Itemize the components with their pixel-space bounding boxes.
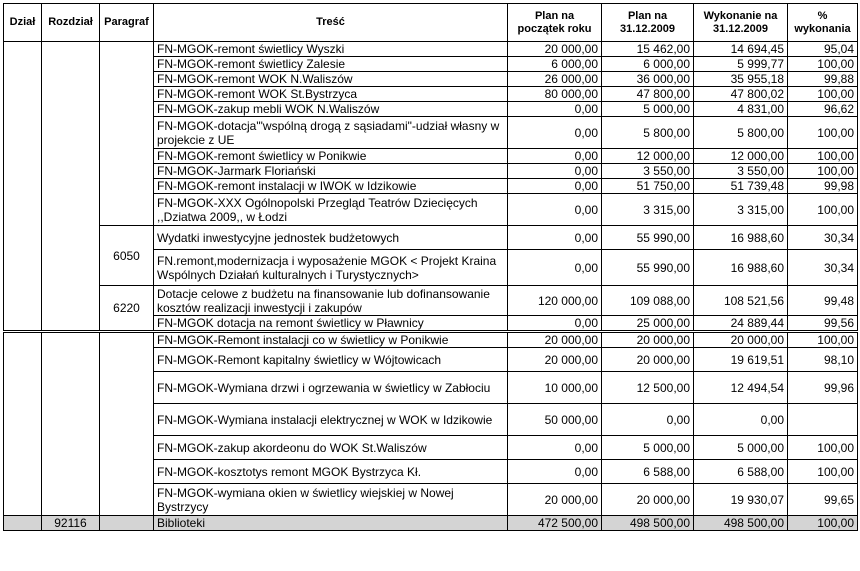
dzial-cell xyxy=(4,42,42,332)
plan-koniec-cell: 55 990,00 xyxy=(602,250,694,286)
plan-koniec-cell: 20 000,00 xyxy=(602,348,694,372)
plan-koniec-cell: 12 000,00 xyxy=(602,149,694,164)
plan-koniec-cell: 47 800,00 xyxy=(602,87,694,102)
table-row xyxy=(4,42,858,57)
tresc-cell: Biblioteki xyxy=(154,516,508,531)
budget-table xyxy=(3,3,858,531)
procent-cell: 100,00 xyxy=(788,332,858,348)
wykonanie-cell: 5 800,00 xyxy=(694,117,788,149)
rozdzial-cell: 92116 xyxy=(42,516,100,531)
plan-koniec-cell: 15 462,00 xyxy=(602,42,694,57)
plan-koniec-cell: 55 990,00 xyxy=(602,226,694,250)
procent-cell: 30,34 xyxy=(788,226,858,250)
procent-cell: 100,00 xyxy=(788,57,858,72)
procent-cell: 99,88 xyxy=(788,72,858,87)
wykonanie-cell: 24 889,44 xyxy=(694,316,788,332)
procent-cell: 100,00 xyxy=(788,117,858,149)
rozdzial-cell xyxy=(42,332,100,516)
wykonanie-cell: 5 999,77 xyxy=(694,57,788,72)
col-header-paragraf: Paragraf xyxy=(100,4,154,42)
rozdzial-cell xyxy=(42,42,100,332)
procent-cell: 100,00 xyxy=(788,149,858,164)
tresc-cell: FN-MGOK-zakup mebli WOK N.Waliszów xyxy=(154,102,508,117)
tresc-cell: Wydatki inwestycyjne jednostek budżetowych xyxy=(154,226,508,250)
tresc-cell: FN-MGOK-Wymiana instalacji elektrycznej w WOK w Idzikowie xyxy=(154,404,508,436)
wykonanie-cell: 498 500,00 xyxy=(694,516,788,531)
plan-koniec-cell: 0,00 xyxy=(602,404,694,436)
plan-poczatek-cell: 80 000,00 xyxy=(508,87,602,102)
tresc-cell: FN-MGOK-XXX Ogólnopolski Przegląd Teatrów Dziecięcych ,,Dziatwa 2009,, w Łodzi xyxy=(154,194,508,226)
plan-poczatek-cell: 10 000,00 xyxy=(508,372,602,404)
tresc-cell: FN-MGOK-dotacja"'wspólną drogą z sąsiadami"-udział własny w projekcie z UE xyxy=(154,117,508,149)
plan-koniec-cell: 36 000,00 xyxy=(602,72,694,87)
tresc-cell: FN-MGOK-Wymiana drzwi i ogrzewania w świetlicy w Zabłociu xyxy=(154,372,508,404)
tresc-cell: FN.remont,modernizacja i wyposażenie MGOK < Projekt Kraina Wspólnych Działań kulturalnych i Turystycznych> xyxy=(154,250,508,286)
table-row xyxy=(4,332,858,348)
plan-poczatek-cell: 0,00 xyxy=(508,149,602,164)
procent-cell: 98,10 xyxy=(788,348,858,372)
procent-cell: 99,98 xyxy=(788,179,858,194)
tresc-cell: FN-MGOK-Remont kapitalny świetlicy w Wójtowicach xyxy=(154,348,508,372)
plan-poczatek-cell: 0,00 xyxy=(508,316,602,332)
summary-row xyxy=(4,516,858,531)
col-header-wykonanie: Wykonanie na 31.12.2009 xyxy=(694,4,788,42)
paragraf-cell: 6050 xyxy=(100,226,154,286)
header-row xyxy=(4,4,858,42)
plan-koniec-cell: 498 500,00 xyxy=(602,516,694,531)
wykonanie-cell: 19 619,51 xyxy=(694,348,788,372)
plan-poczatek-cell: 6 000,00 xyxy=(508,57,602,72)
plan-koniec-cell: 5 000,00 xyxy=(602,436,694,460)
tresc-cell: FN-MGOK-Jarmark Floriański xyxy=(154,164,508,179)
procent-cell: 100,00 xyxy=(788,460,858,484)
plan-poczatek-cell: 472 500,00 xyxy=(508,516,602,531)
plan-poczatek-cell: 0,00 xyxy=(508,436,602,460)
tresc-cell: FN-MGOK-remont świetlicy Zalesie xyxy=(154,57,508,72)
tresc-cell: FN-MGOK-remont świetlicy w Ponikwie xyxy=(154,149,508,164)
dzial-cell xyxy=(4,332,42,516)
wykonanie-cell: 16 988,60 xyxy=(694,226,788,250)
wykonanie-cell: 5 000,00 xyxy=(694,436,788,460)
wykonanie-cell: 6 588,00 xyxy=(694,460,788,484)
plan-koniec-cell: 6 000,00 xyxy=(602,57,694,72)
col-header-plan-poczatek: Plan na początek roku xyxy=(508,4,602,42)
wykonanie-cell: 4 831,00 xyxy=(694,102,788,117)
table-row xyxy=(4,286,858,316)
wykonanie-cell: 12 494,54 xyxy=(694,372,788,404)
plan-poczatek-cell: 26 000,00 xyxy=(508,72,602,87)
plan-koniec-cell: 12 500,00 xyxy=(602,372,694,404)
paragraf-cell xyxy=(100,516,154,531)
procent-cell: 99,65 xyxy=(788,484,858,516)
procent-cell: 99,56 xyxy=(788,316,858,332)
wykonanie-cell: 3 550,00 xyxy=(694,164,788,179)
plan-poczatek-cell: 0,00 xyxy=(508,164,602,179)
plan-poczatek-cell: 120 000,00 xyxy=(508,286,602,316)
tresc-cell: FN-MGOK-remont WOK N.Waliszów xyxy=(154,72,508,87)
table-row xyxy=(4,226,858,250)
procent-cell: 96,62 xyxy=(788,102,858,117)
plan-koniec-cell: 5 000,00 xyxy=(602,102,694,117)
wykonanie-cell: 108 521,56 xyxy=(694,286,788,316)
plan-poczatek-cell: 20 000,00 xyxy=(508,348,602,372)
plan-koniec-cell: 20 000,00 xyxy=(602,484,694,516)
plan-poczatek-cell: 0,00 xyxy=(508,179,602,194)
procent-cell: 100,00 xyxy=(788,87,858,102)
procent-cell: 100,00 xyxy=(788,436,858,460)
procent-cell: 95,04 xyxy=(788,42,858,57)
plan-poczatek-cell: 0,00 xyxy=(508,250,602,286)
plan-poczatek-cell: 0,00 xyxy=(508,460,602,484)
procent-cell: 100,00 xyxy=(788,194,858,226)
plan-poczatek-cell: 20 000,00 xyxy=(508,484,602,516)
plan-koniec-cell: 5 800,00 xyxy=(602,117,694,149)
paragraf-cell xyxy=(100,332,154,516)
procent-cell: 99,48 xyxy=(788,286,858,316)
wykonanie-cell: 51 739,48 xyxy=(694,179,788,194)
procent-cell: 100,00 xyxy=(788,164,858,179)
tresc-cell: FN-MGOK-remont WOK St.Bystrzyca xyxy=(154,87,508,102)
plan-poczatek-cell: 0,00 xyxy=(508,226,602,250)
col-header-tresc: Treść xyxy=(154,4,508,42)
tresc-cell: Dotacje celowe z budżetu na finansowanie lub dofinansowanie kosztów realizacji inwestycji i zakupów xyxy=(154,286,508,316)
paragraf-cell: 6220 xyxy=(100,286,154,332)
wykonanie-cell: 14 694,45 xyxy=(694,42,788,57)
plan-poczatek-cell: 20 000,00 xyxy=(508,332,602,348)
col-header-dzial: Dział xyxy=(4,4,42,42)
plan-koniec-cell: 3 550,00 xyxy=(602,164,694,179)
wykonanie-cell: 12 000,00 xyxy=(694,149,788,164)
col-header-procent: % wykonania xyxy=(788,4,858,42)
tresc-cell: FN-MGOK-Remont instalacji co w świetlicy w Ponikwie xyxy=(154,332,508,348)
wykonanie-cell: 20 000,00 xyxy=(694,332,788,348)
tresc-cell: FN-MGOK-wymiana okien w świetlicy wiejskiej w Nowej Bystrzycy xyxy=(154,484,508,516)
plan-poczatek-cell: 0,00 xyxy=(508,117,602,149)
wykonanie-cell: 47 800,02 xyxy=(694,87,788,102)
wykonanie-cell: 19 930,07 xyxy=(694,484,788,516)
col-header-plan-koniec: Plan na 31.12.2009 xyxy=(602,4,694,42)
plan-koniec-cell: 3 315,00 xyxy=(602,194,694,226)
plan-koniec-cell: 109 088,00 xyxy=(602,286,694,316)
procent-cell xyxy=(788,404,858,436)
plan-poczatek-cell: 50 000,00 xyxy=(508,404,602,436)
tresc-cell: FN-MGOK-remont instalacji w IWOK w Idzikowie xyxy=(154,179,508,194)
wykonanie-cell: 0,00 xyxy=(694,404,788,436)
tresc-cell: FN-MGOK-zakup akordeonu do WOK St.Waliszów xyxy=(154,436,508,460)
col-header-rozdzial: Rozdział xyxy=(42,4,100,42)
plan-koniec-cell: 25 000,00 xyxy=(602,316,694,332)
procent-cell: 99,96 xyxy=(788,372,858,404)
wykonanie-cell: 35 955,18 xyxy=(694,72,788,87)
tresc-cell: FN-MGOK-remont świetlicy Wyszki xyxy=(154,42,508,57)
paragraf-cell xyxy=(100,42,154,226)
tresc-cell: FN-MGOK dotacja na remont świetlicy w Pławnicy xyxy=(154,316,508,332)
procent-cell: 30,34 xyxy=(788,250,858,286)
plan-poczatek-cell: 20 000,00 xyxy=(508,42,602,57)
wykonanie-cell: 3 315,00 xyxy=(694,194,788,226)
plan-poczatek-cell: 0,00 xyxy=(508,102,602,117)
tresc-cell: FN-MGOK-kosztotys remont MGOK Bystrzyca Kł. xyxy=(154,460,508,484)
plan-koniec-cell: 6 588,00 xyxy=(602,460,694,484)
dzial-cell xyxy=(4,516,42,531)
plan-poczatek-cell: 0,00 xyxy=(508,194,602,226)
plan-koniec-cell: 51 750,00 xyxy=(602,179,694,194)
plan-koniec-cell: 20 000,00 xyxy=(602,332,694,348)
procent-cell: 100,00 xyxy=(788,516,858,531)
wykonanie-cell: 16 988,60 xyxy=(694,250,788,286)
